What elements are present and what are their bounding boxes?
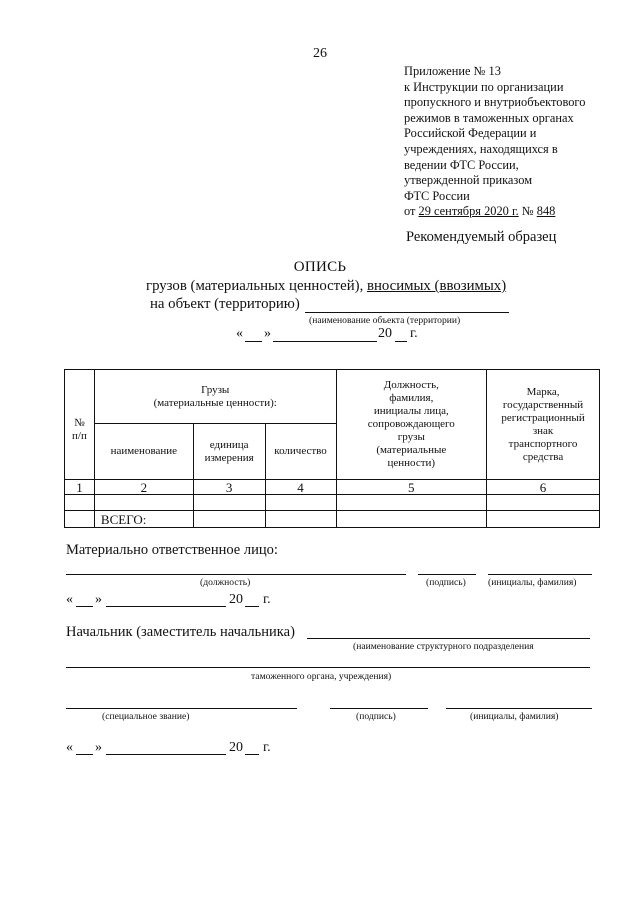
col-name-header: наименование	[94, 424, 193, 480]
order-prefix: от	[404, 204, 419, 219]
table-row	[65, 495, 600, 511]
date-month-field[interactable]	[106, 606, 226, 607]
date-day-field[interactable]	[245, 341, 262, 342]
appendix-line: к Инструкции по организации	[404, 79, 564, 94]
date-open-quote: «	[66, 740, 73, 755]
document-title: ОПИСЬ	[293, 259, 347, 275]
table-cell[interactable]	[336, 495, 487, 511]
date-g: г.	[263, 740, 271, 755]
responsible-position-field[interactable]	[66, 574, 406, 575]
responsible-name-field[interactable]	[488, 574, 592, 575]
appendix-line: Приложение № 13	[404, 64, 501, 78]
col-index: 5	[336, 480, 487, 495]
date-day-field[interactable]	[76, 754, 93, 755]
appendix-line: режимов в таможенных органах	[404, 110, 574, 125]
col-index: 4	[265, 480, 336, 495]
chief-rank-field[interactable]	[66, 708, 297, 709]
date-day-field[interactable]	[76, 606, 93, 607]
date-open-quote: «	[66, 592, 73, 607]
table-cell[interactable]	[193, 511, 265, 528]
caption-position: (должность)	[200, 577, 251, 588]
chief-label: Начальник (заместитель начальника)	[66, 624, 295, 640]
order-number: 848	[536, 204, 556, 219]
caption-signature: (подпись)	[426, 577, 466, 588]
date-year-prefix: 20	[229, 592, 243, 607]
appendix-line: пропускного и внутриобъектового	[404, 95, 586, 110]
date-year-field[interactable]	[245, 606, 259, 607]
caption-name: (инициалы, фамилия)	[470, 711, 559, 722]
order-reference	[404, 204, 614, 220]
table-cell[interactable]	[265, 511, 336, 528]
total-label: ВСЕГО:	[94, 511, 193, 528]
col-number-header: № п/п	[65, 370, 95, 480]
caption-unit: (наименование структурного подразделения	[353, 641, 534, 652]
date-year-prefix: 20	[229, 740, 243, 755]
date-close-quote: »	[264, 326, 271, 341]
date-year-field[interactable]	[245, 754, 259, 755]
appendix-line: утвержденной приказом	[404, 173, 533, 188]
table-cell[interactable]	[487, 495, 600, 511]
appendix-line: ФТС России	[404, 188, 470, 203]
chief-name-field[interactable]	[446, 708, 592, 709]
responsible-label: Материально ответственное лицо:	[66, 542, 278, 558]
table-cell[interactable]	[487, 511, 600, 528]
chief-org-field[interactable]	[66, 667, 590, 668]
date-year-field[interactable]	[395, 341, 407, 342]
appendix-line: учреждениях, находящихся в	[404, 141, 558, 156]
order-no-prefix: №	[518, 204, 537, 219]
date-open-quote: «	[236, 326, 243, 341]
subtitle-text: грузов (материальных ценностей),	[146, 278, 367, 294]
date-g: г.	[410, 326, 418, 341]
subtitle-line1	[146, 278, 506, 295]
date-year-prefix: 20	[378, 326, 392, 341]
recommended-sample: Рекомендуемый образец	[406, 229, 557, 245]
date-close-quote: »	[95, 592, 102, 607]
order-date: 29 сентября 2020 г.	[418, 204, 519, 219]
date-month-field[interactable]	[273, 341, 377, 342]
col-index: 3	[193, 480, 265, 495]
caption-signature: (подпись)	[356, 711, 396, 722]
date-month-field[interactable]	[106, 754, 226, 755]
appendix-line: ведении ФТС России,	[404, 157, 519, 172]
col-unit-header: единица измерения	[193, 424, 265, 480]
caption-rank: (специальное звание)	[102, 711, 190, 722]
col-index: 6	[487, 480, 600, 495]
object-name-field[interactable]	[305, 312, 509, 313]
subtitle-line2: на объект (территорию)	[150, 296, 300, 312]
subtitle-underlined: вносимых (ввозимых)	[366, 278, 507, 294]
col-index: 1	[65, 480, 95, 495]
appendix-block	[404, 64, 614, 220]
caption-org: таможенного органа, учреждения)	[251, 671, 392, 682]
date-close-quote: »	[95, 740, 102, 755]
table-cell[interactable]	[265, 495, 336, 511]
col-qty-header: количество	[265, 424, 336, 480]
col-vehicle-header: Марка, государственный регистрационный знак транспортного средства	[487, 370, 600, 480]
cargo-table	[64, 369, 600, 528]
table-cell[interactable]	[193, 495, 265, 511]
table-cell[interactable]	[65, 495, 95, 511]
table-cell[interactable]	[94, 495, 193, 511]
caption-name: (инициалы, фамилия)	[488, 577, 577, 588]
table-cell	[65, 511, 95, 528]
cargo-header: Грузы (материальные ценности):	[94, 370, 336, 424]
chief-unit-field[interactable]	[307, 638, 590, 639]
col-person-header: Должность, фамилия, инициалы лица, сопровождающего грузы (материальные ценности)	[336, 370, 487, 480]
appendix-line: Российской Федерации и	[404, 126, 537, 141]
date-g: г.	[263, 592, 271, 607]
chief-signature-field[interactable]	[330, 708, 428, 709]
page-number: 26	[313, 46, 327, 61]
table-cell[interactable]	[336, 511, 487, 528]
responsible-signature-field[interactable]	[418, 574, 476, 575]
col-index: 2	[94, 480, 193, 495]
total-row	[65, 511, 600, 528]
object-name-caption: (наименование объекта (территории)	[309, 315, 461, 326]
